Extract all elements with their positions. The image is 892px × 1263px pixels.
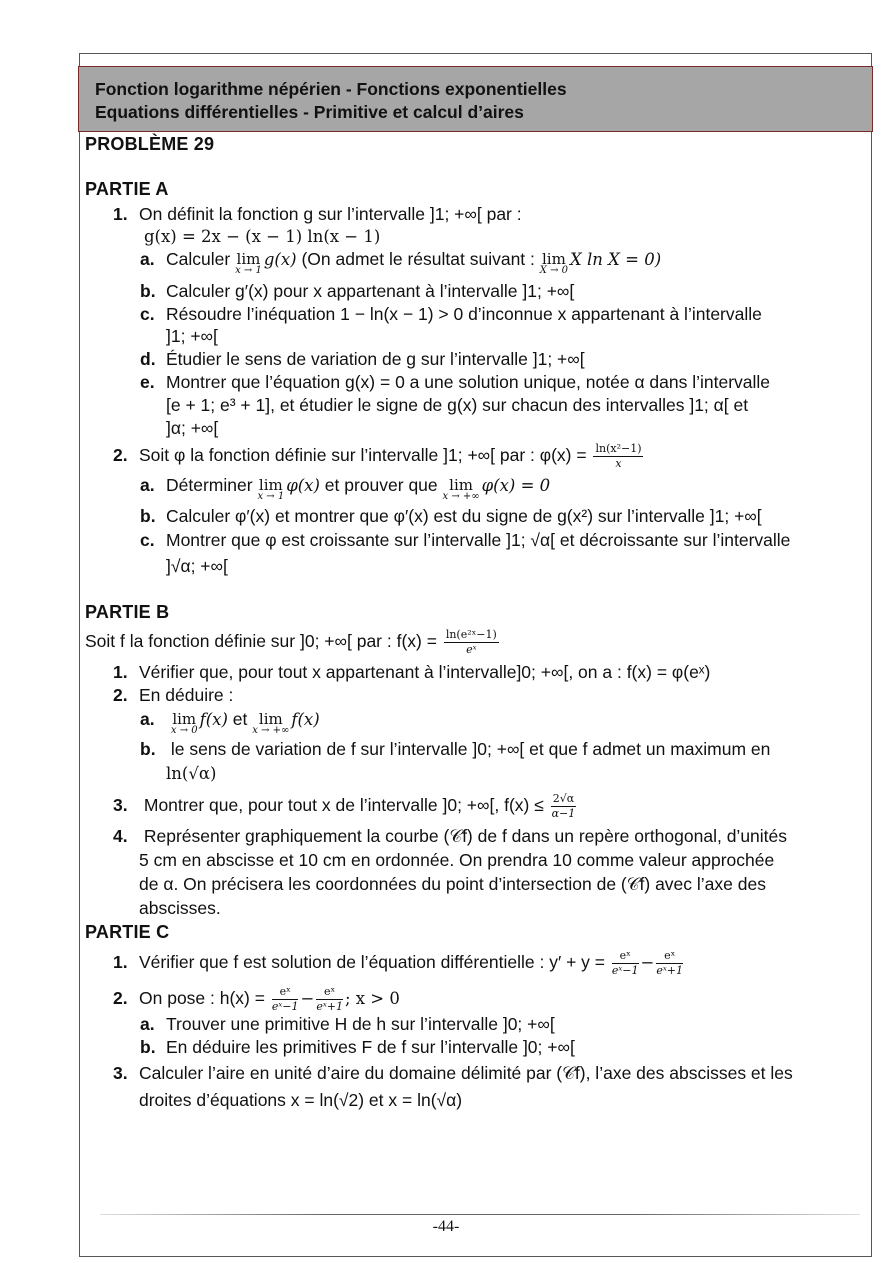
item-letter: b.	[140, 281, 156, 301]
math-expr-2: f(x)	[291, 710, 320, 729]
limit-operator-2: lim x → +∞	[442, 476, 480, 502]
part-c-q3	[113, 1062, 793, 1084]
question-number: 4.	[113, 826, 128, 846]
part-b-q2b	[140, 738, 770, 760]
part-b-q2	[113, 684, 233, 706]
question-text: On définit la fonction g sur l’intervalle ]1; +∞[ par :	[139, 204, 522, 224]
question-text: En déduire :	[139, 685, 234, 705]
item-text: Calculer φ′(x) et montrer que φ′(x) est du signe de g(x²) sur l’intervalle ]1; +∞[	[166, 506, 762, 526]
limit-operator-2: lim x → +∞	[252, 710, 290, 736]
fraction-1: $\frac{\text{eˣ}}{\text{eˣ−1}}$	[271, 985, 299, 1013]
part-a-q2a	[140, 474, 550, 502]
item-letter: d.	[140, 349, 156, 369]
part-b-intro	[85, 629, 501, 656]
part-c-q2a	[140, 1013, 555, 1035]
footer-divider	[100, 1214, 860, 1215]
fraction: $\frac{\text{ln(e²ˣ−1)}}{\text{eˣ}}$	[445, 628, 497, 656]
part-a-q2b	[140, 505, 762, 527]
item-letter: e.	[140, 372, 155, 392]
question-text: Calculer l’aire en unité d’aire du domaine délimité par (𝒞f), l’axe des abscisses et les	[139, 1063, 793, 1083]
part-a-q1e	[140, 371, 770, 393]
item-text: Trouver une primitive H de h sur l’intervalle ]0; +∞[	[166, 1014, 555, 1034]
part-b-q4-line3: de α. On précisera les coordonnées du point d’intersection de (𝒞f) avec l’axe des	[139, 874, 766, 894]
item-letter: b.	[140, 1037, 156, 1057]
item-letter: c.	[140, 530, 155, 550]
fraction-2: $\frac{\text{eˣ}}{\text{eˣ+1}}$	[316, 985, 343, 1013]
part-a-q2c-line2: ]√α; +∞[	[166, 556, 228, 576]
item-letter: a.	[140, 709, 155, 729]
item-text: Étudier le sens de variation de g sur l’intervalle ]1; +∞[	[166, 349, 585, 369]
part-a-q1b	[140, 280, 574, 302]
minus-sign: −	[640, 953, 655, 973]
question-number: 1.	[113, 662, 128, 682]
part-b-q4	[113, 825, 787, 847]
part-a-q1e-line3: ]α; +∞[	[166, 418, 219, 438]
item-text: Déterminer	[166, 475, 253, 495]
problem-title: PROBLÈME 29	[85, 134, 215, 154]
part-a-q2	[113, 443, 645, 470]
part-a-q2c	[140, 529, 790, 551]
item-letter: b.	[140, 506, 156, 526]
item-text-2: (On admet le résultat suivant :	[301, 249, 535, 269]
math-expr: f(x)	[199, 710, 228, 729]
part-a-q1a	[140, 248, 661, 276]
question-number: 1.	[113, 952, 128, 973]
item-text: Calculer	[166, 249, 231, 269]
item-text: Montrer que φ est croissante sur l’intervalle ]1; √α[ et décroissante sur l’intervalle	[166, 530, 791, 550]
part-b-q3	[113, 793, 578, 820]
intro-text: Soit f la fonction définie sur ]0; +∞[ par : f(x) =	[85, 631, 437, 652]
question-number: 2.	[113, 988, 128, 1009]
part-a-q1e-line2: [e + 1; e³ + 1], et étudier le signe de g(x) sur chacun des intervalles ]1; α[ et	[166, 395, 749, 415]
fraction: $\frac{2√\alpha}{\alpha-1}$	[551, 792, 576, 820]
math-expr-2: φ(x) = 0	[481, 476, 551, 495]
fraction: $\frac{\text{ln(x²−1)}}{x}$	[595, 442, 642, 470]
math-expr-2: X ln X = 0)	[570, 250, 662, 269]
math-expr: φ(x)	[286, 476, 320, 495]
item-text: Calculer g′(x) pour x appartenant à l’intervalle ]1; +∞[	[166, 281, 575, 301]
chapter-header	[78, 66, 873, 132]
limit-operator: lim x → 1	[257, 476, 285, 502]
part-a-q1-formula: g(x) = 2x − (x − 1) ln(x − 1)	[144, 227, 381, 246]
item-text: Montrer que l’équation g(x) = 0 a une solution unique, notée α dans l’intervalle	[166, 372, 771, 392]
part-a-q1d	[140, 348, 585, 370]
item-text-2: et prouver que	[324, 475, 438, 495]
question-text: On pose : h(x) =	[139, 988, 265, 1009]
item-text: Résoudre l’inéquation 1 − ln(x − 1) > 0 d’inconnue x appartenant à l’intervalle	[166, 304, 762, 324]
item-text: En déduire les primitives F de f sur l’intervalle ]0; +∞[	[166, 1037, 575, 1057]
item-letter: b.	[140, 739, 156, 759]
math-expr: g(x)	[263, 250, 297, 269]
limit-operator: lim x → 1	[235, 250, 262, 276]
fraction-1: $\frac{\text{eˣ}}{\text{eˣ−1}}$	[611, 949, 639, 977]
part-b-title: PARTIE B	[85, 602, 170, 622]
question-number: 1.	[113, 204, 128, 224]
page-number: -44-	[432, 1218, 460, 1235]
limit-operator: lim x → 0	[170, 710, 198, 736]
question-number: 2.	[113, 445, 128, 466]
part-a-title: PARTIE A	[85, 179, 169, 199]
minus-sign: −	[300, 989, 315, 1009]
condition: ; x > 0	[344, 989, 400, 1009]
chapter-title-line-1: Fonction logarithme népérien - Fonctions exponentielles	[95, 79, 567, 99]
question-text: Montrer que, pour tout x de l’intervalle ]0; +∞[, f(x) ≤	[139, 795, 544, 816]
fraction-2: $\frac{\text{eˣ}}{\text{eˣ+1}}$	[656, 949, 683, 977]
question-number: 3.	[113, 795, 128, 816]
item-letter: a.	[140, 249, 155, 269]
part-c-q2b	[140, 1036, 575, 1058]
item-letter: a.	[140, 1014, 155, 1034]
part-b-q2a	[140, 708, 320, 736]
part-c-q1	[113, 950, 685, 977]
part-b-q1	[113, 661, 710, 683]
item-letter: a.	[140, 475, 155, 495]
item-text: et	[232, 709, 248, 729]
part-b-q4-line2: 5 cm en abscisse et 10 cm en ordonnée. On prendra 10 comme valeur approchée	[139, 850, 775, 870]
question-text: Vérifier que, pour tout x appartenant à l’intervalle]0; +∞[, on a : f(x) = φ(eˣ)	[139, 662, 711, 682]
question-number: 2.	[113, 685, 128, 705]
question-number: 3.	[113, 1063, 128, 1083]
question-text: Soit φ la fonction définie sur l’intervalle ]1; +∞[ par : φ(x) =	[139, 445, 587, 466]
question-text: Vérifier que f est solution de l’équation différentielle : y′ + y =	[139, 952, 606, 973]
limit-operator-2: lim X → 0	[539, 250, 568, 276]
part-b-q2b-line2: ln(√α)	[166, 764, 217, 783]
part-c-q2	[113, 986, 400, 1013]
part-b-q4-line4: abscisses.	[139, 898, 221, 918]
part-a-q1	[113, 203, 522, 225]
item-text: le sens de variation de f sur l’intervalle ]0; +∞[ et que f admet un maximum en	[166, 739, 771, 759]
part-a-q1c	[140, 303, 762, 325]
question-text: Représenter graphiquement la courbe (𝒞f) de f dans un repère orthogonal, d’unités	[139, 826, 788, 846]
part-c-q3-line2: droites d’équations x = ln(√2) et x = ln(√α)	[139, 1090, 463, 1110]
item-letter: c.	[140, 304, 155, 324]
part-c-title: PARTIE C	[85, 922, 170, 942]
chapter-title-line-2: Equations différentielles - Primitive et calcul d’aires	[95, 102, 524, 122]
part-a-q1c-line2: ]1; +∞[	[166, 326, 218, 346]
